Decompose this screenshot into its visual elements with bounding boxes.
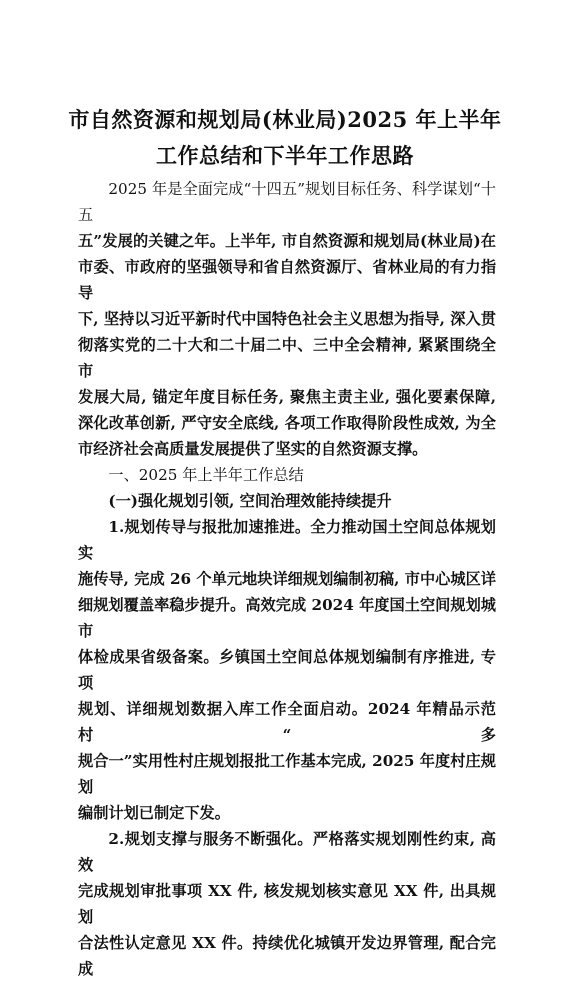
item-2-line-3: 合法性认定意见 XX 件。持续优化城镇开发边界管理, 配合完成 xyxy=(78,934,496,978)
item-2-line-2: 完成规划审批事项 XX 件, 核发规划核实意见 XX 件, 出具规划 xyxy=(78,882,496,926)
document-body xyxy=(78,176,496,982)
intro-line-6: 发展大局, 锚定年度目标任务, 聚焦主责主业, 强化要素保障, xyxy=(78,388,496,406)
item-1-line-4: 体检成果省级备案。乡镇国土空间总体规划编制有序推进, 专项 xyxy=(78,648,496,692)
item-1-line-1: 1.规划传导与报批加速推进。全力推动国土空间总体规划实 xyxy=(78,518,496,562)
intro-line-8: 市经济社会高质量发展提供了坚实的自然资源支撑。 xyxy=(78,440,428,458)
section-1-heading: 一、2025 年上半年工作总结 xyxy=(108,466,304,484)
item-1-line-6: 规合一”实用性村庄规划报批工作基本完成, 2025 年度村庄规划 xyxy=(78,752,496,796)
intro-line-3: 市委、市政府的坚强领导和省自然资源厅、省林业局的有力指导 xyxy=(78,258,496,302)
intro-line-5: 彻落实党的二十大和二十届二中、三中全会精神, 紧紧围绕全市 xyxy=(78,336,496,380)
item-1-line-7: 编制计划已制定下发。 xyxy=(78,804,230,822)
item-2-line-1: 2.规划支撑与服务不断强化。严格落实规划刚性约束, 高效 xyxy=(78,830,496,874)
intro-line-1: 2025 年是全面完成“十四五”规划目标任务、科学谋划“十五 xyxy=(78,180,496,224)
item-1-line-5: 规划、详细规划数据入库工作全面启动。2024 年精品示范村“多 xyxy=(78,700,496,744)
intro-line-4: 下, 坚持以习近平新时代中国特色社会主义思想为指导, 深入贯 xyxy=(78,310,496,328)
intro-line-7: 深化改革创新, 严守安全底线, 各项工作取得阶段性成效, 为全 xyxy=(78,414,496,432)
document-title-line-1: 市自然资源和规划局(林业局)2025 年上半年 xyxy=(68,107,502,132)
item-1-line-2: 施传导, 完成 26 个单元地块详细规划编制初稿, 市中心城区详 xyxy=(78,570,496,588)
document-title-line-2: 工作总结和下半年工作思路 xyxy=(156,143,414,168)
subsection-1-heading: (一)强化规划引领, 空间治理效能持续提升 xyxy=(108,492,392,510)
item-1-line-3: 细规划覆盖率稳步提升。高效完成 2024 年度国土空间规划城市 xyxy=(78,596,496,640)
intro-line-2: 五”发展的关键之年。上半年, 市自然资源和规划局(林业局)在 xyxy=(78,232,496,250)
